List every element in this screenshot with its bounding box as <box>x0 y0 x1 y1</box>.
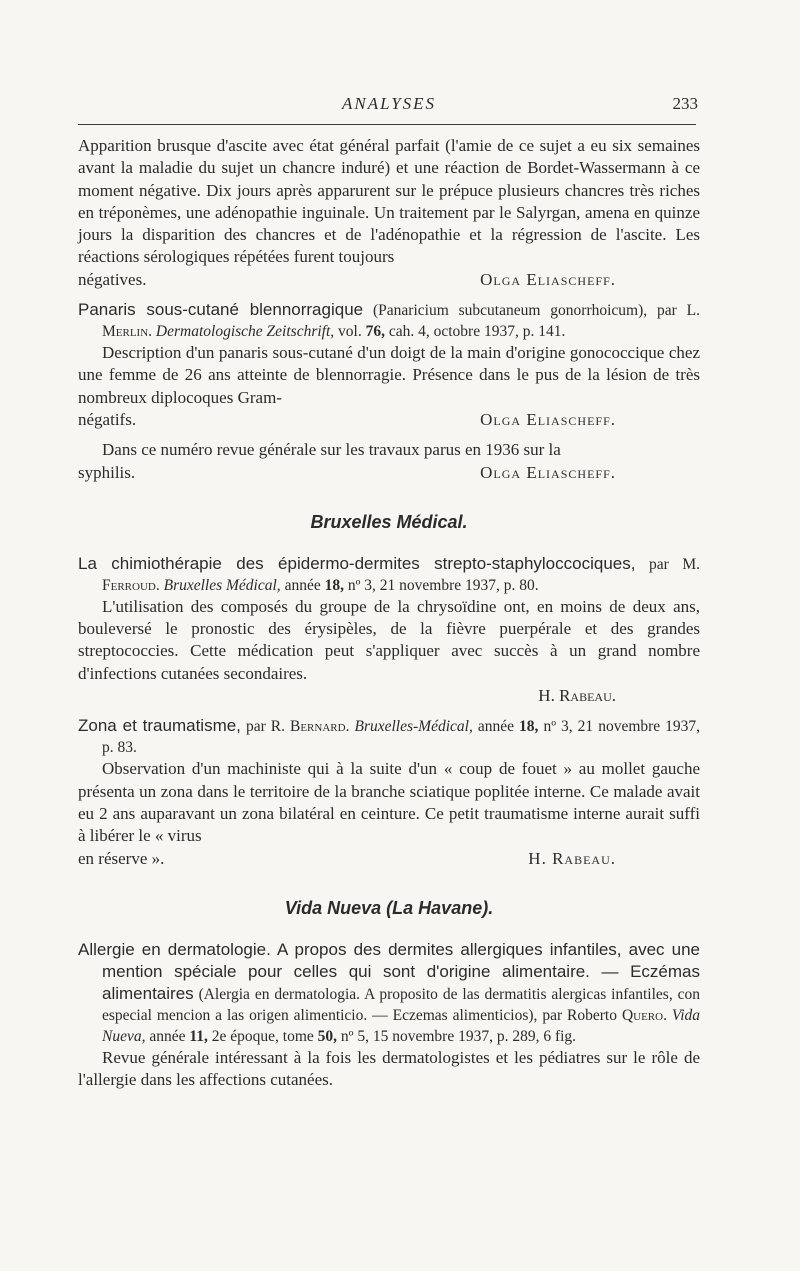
entry-journal: Bruxelles-Médical, <box>354 718 473 736</box>
entry-author: Merlin. <box>102 323 153 341</box>
author-signature: Olga Eliascheff. <box>480 462 616 482</box>
entry-subtitle: (Alergia en dermatologia. A proposito de las dermatitis alergicas infantiles, con especial mencion a las origen alimenticio. — Eczemas alimenticios), par Roberto <box>102 985 700 1024</box>
entry-body: Revue générale intéressant à la fois les dermatologistes et les pédiatres sur le rôle de l'allergie dans les affections cutanées. <box>78 1047 700 1090</box>
entry-annee: année <box>149 1027 186 1045</box>
header-rule <box>78 124 696 125</box>
entry-author: Bernard. <box>290 718 350 736</box>
note-signature-line <box>78 462 700 484</box>
author-signature: H. Rabeau. <box>528 848 616 868</box>
entry-volume: 11, <box>189 1027 208 1045</box>
paragraph-signature-line <box>78 269 700 291</box>
entry-subtitle: (Panaricium subcutaneum gonorrhoicum), par L. <box>373 302 701 320</box>
page-number: 233 <box>672 94 698 113</box>
entry-title: Panaris sous-cutané blennorragique <box>78 300 364 320</box>
entry-title: Allergie en dermatologie. A propos des dermites allergiques infantiles, avec une mention spéciale pour celles qui sont d'origine alimentaire. — Eczémas alimentaires <box>78 939 700 1003</box>
entry-volume: 18, <box>519 718 539 736</box>
document-page <box>78 92 700 1091</box>
author-signature <box>78 685 700 707</box>
entry-annee: année <box>477 718 515 736</box>
entry-title: La chimiothérapie des épidermo-dermites strepto-staphyloccociques, <box>78 553 636 573</box>
entry-signature-line <box>78 848 700 870</box>
paragraph-last-word: négatives. <box>78 269 147 289</box>
entry-volume: 76, <box>365 323 385 341</box>
abstract-entry <box>78 715 700 869</box>
entry-details: nº 5, 15 novembre 1937, p. 289, 6 fig. <box>340 1027 577 1045</box>
entry-author: Ferroud. <box>102 576 160 594</box>
entry-body: Observation d'un machiniste qui à la suite d'un « coup de fouet » au mollet gauche présenta un zona dans le territoire de la branche sciatique poplitée interne. Ce malade avait eu 2 ans auparavant un zona bilatéral en ceinture. Ce petit traumatisme interne aurait suffi à libérer le « virus <box>78 759 700 846</box>
entry-author: Quero. <box>621 1006 667 1024</box>
section-heading: Bruxelles Médical. <box>310 511 468 532</box>
entry-citation <box>78 715 700 758</box>
entry-last-word: en réserve ». <box>78 848 165 868</box>
paragraph-text: Apparition brusque d'ascite avec état général parfait (l'amie de ce sujet a eu six semaines avant la maladie du sujet un chancre induré) et une réaction de Bordet-Wassermann à ce moment négative. Dix jours après apparurent sur le prépuce plusieurs chancres très riches en tréponèmes, une adénopathie inguinale. Un traitement par le Salyrgan, amena en quinze jours la disparition des chancres et de l'adénopathie et la régression de l'ascite. Les réactions sérologiques répétées furent toujours <box>78 136 700 267</box>
entry-volume: 18, <box>324 576 344 594</box>
author-signature: Olga Eliascheff. <box>480 409 616 429</box>
signature-text: H. Rabeau. <box>538 686 616 706</box>
abstract-entry <box>78 939 700 1092</box>
note-text: Dans ce numéro revue générale sur les travaux parus en 1936 sur la <box>102 440 561 460</box>
abstract-entry <box>78 553 700 707</box>
entry-body: Description d'un panaris sous-cutané d'un doigt de la main d'origine gonococcique chez une femme de 26 ans atteinte de blennorragie. Présence dans le pus de la lésion de très nombreux diplocoques Gram- <box>78 343 700 407</box>
entry-vol-label: vol. <box>338 323 362 341</box>
author-signature: Olga Eliascheff. <box>480 269 616 289</box>
entry-epoque: 2e époque, tome <box>211 1027 314 1045</box>
abstract-entry <box>78 299 700 431</box>
entry-title: Zona et traumatisme, <box>78 716 241 736</box>
abstract-continuation <box>78 135 700 291</box>
section-heading: Vida Nueva (La Havane). <box>284 897 494 918</box>
entry-details: nº 3, 21 novembre 1937, p. 83. <box>102 718 701 757</box>
entry-details: cah. 4, octobre 1937, p. 141. <box>388 323 566 341</box>
entry-par: par R. <box>245 718 285 736</box>
running-title: ANALYSES <box>341 94 437 113</box>
entry-citation <box>78 553 700 596</box>
entry-citation <box>78 939 700 1047</box>
entry-par: par M. <box>649 555 700 573</box>
entry-details: nº 3, 21 novembre 1937, p. 80. <box>347 576 539 594</box>
entry-annee: année <box>284 576 321 594</box>
note-last-word: syphilis. <box>78 462 136 482</box>
running-header <box>78 92 700 118</box>
entry-citation <box>78 299 700 342</box>
entry-journal: Dermatologische Zeitschrift, <box>155 323 335 341</box>
abstract-note <box>78 439 700 484</box>
entry-body: L'utilisation des composés du groupe de la chrysoïdine ont, en moins de deux ans, bouleversé le pronostic des érysipèles, de la fièvre puerpérale et des grandes streptococcies. Cette médication peut s'appliquer avec succès à un grand nombre d'infections cutanées secondaires. <box>78 596 700 683</box>
entry-journal: Vida Nueva, <box>102 1006 701 1045</box>
entry-tome: 50, <box>317 1027 338 1045</box>
entry-last-word: négatifs. <box>78 409 137 429</box>
entry-signature-line <box>78 409 700 431</box>
entry-journal: Bruxelles Médical, <box>163 576 281 594</box>
